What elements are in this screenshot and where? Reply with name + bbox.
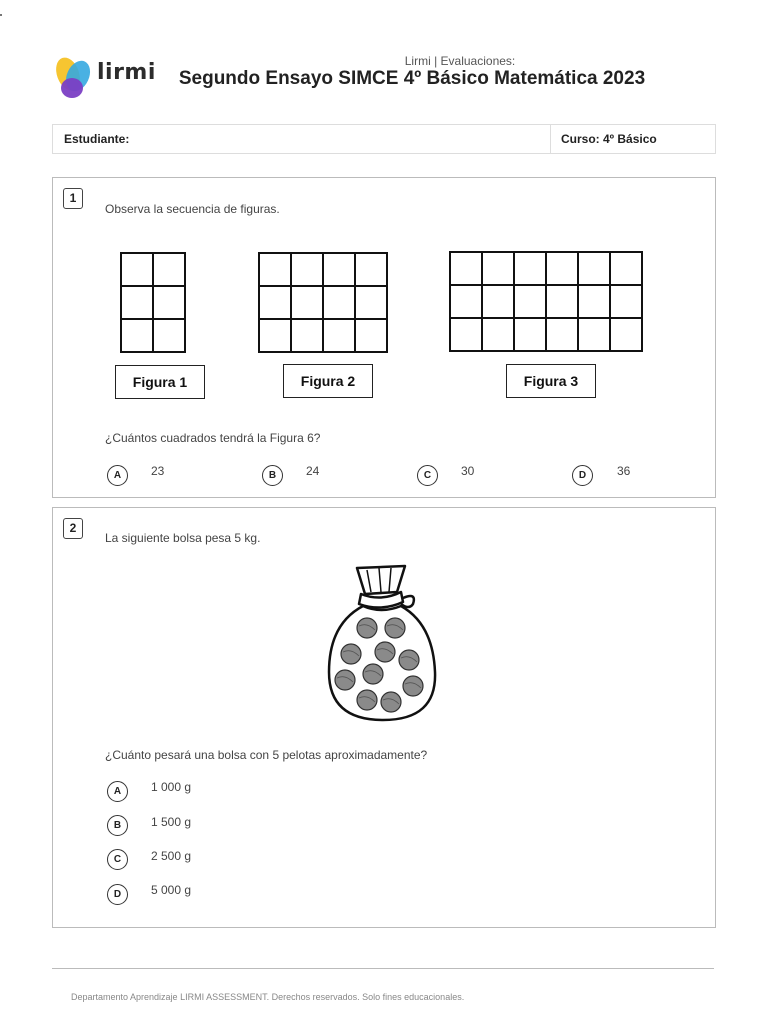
figure-1-label: Figura 1 xyxy=(115,365,205,399)
figure-2-grid xyxy=(259,253,387,352)
option-c-button[interactable]: C xyxy=(417,465,438,486)
logo-text: lirmi xyxy=(97,60,156,85)
question-text: ¿Cuánto pesará una bolsa con 5 pelotas aproximadamente? xyxy=(105,748,428,762)
figure-3-label: Figura 3 xyxy=(506,364,596,398)
option-b-button[interactable]: B xyxy=(262,465,283,486)
option-a-value: 1 000 g xyxy=(151,780,192,794)
option-b-value: 24 xyxy=(306,464,320,478)
footer-divider xyxy=(52,968,714,969)
question-prompt: Observa la secuencia de figuras. xyxy=(105,202,280,216)
option-b-button[interactable]: B xyxy=(107,815,128,836)
option-a-button[interactable]: A xyxy=(107,781,128,802)
question-number: 2 xyxy=(63,518,83,539)
footer-text: Departamento Aprendizaje LIRMI ASSESSMENT. Derechos reservados. Solo fines educacionales. xyxy=(71,992,465,1002)
option-d-button[interactable]: D xyxy=(107,884,128,905)
option-c-value: 30 xyxy=(461,464,475,478)
question-text: ¿Cuántos cuadrados tendrá la Figura 6? xyxy=(105,431,321,445)
option-d-button[interactable]: D xyxy=(572,465,593,486)
student-info-bar xyxy=(52,124,716,154)
page-title: Segundo Ensayo SIMCE 4º Básico Matemática 2023 xyxy=(178,68,646,89)
question-prompt: La siguiente bolsa pesa 5 kg. xyxy=(105,531,261,545)
question-card-1 xyxy=(52,177,716,498)
page-mark xyxy=(0,14,2,16)
student-bar-divider xyxy=(550,125,551,153)
option-d-value: 5 000 g xyxy=(151,883,192,897)
figure-2-label: Figura 2 xyxy=(283,364,373,398)
figure-1-grid xyxy=(121,253,185,352)
option-a-button[interactable]: A xyxy=(107,465,128,486)
option-c-button[interactable]: C xyxy=(107,849,128,870)
option-a-value: 23 xyxy=(151,464,165,478)
question-number: 1 xyxy=(63,188,83,209)
question-card-2 xyxy=(52,507,716,928)
course-label: Curso: 4º Básico xyxy=(561,132,657,146)
option-d-value: 36 xyxy=(617,464,631,478)
option-c-value: 2 500 g xyxy=(151,849,192,863)
student-label: Estudiante: xyxy=(64,132,130,146)
figure-3-grid xyxy=(450,252,642,351)
bag-with-balls-illustration xyxy=(321,562,445,726)
header-subtitle: Lirmi | Evaluaciones: xyxy=(404,54,516,68)
option-b-value: 1 500 g xyxy=(151,815,192,829)
